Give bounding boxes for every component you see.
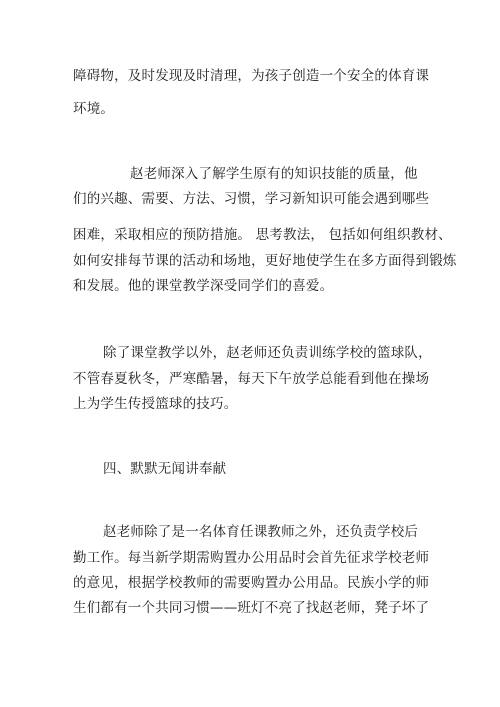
paragraph-3-line-2: 不管春夏秋冬，严寒酷暑，每天下午放学总能看到他在操场 — [73, 371, 430, 387]
paragraph-2-line-4: 如何安排每节课的活动和场地，更好地使学生在多方面得到锻炼 — [73, 253, 457, 269]
paragraph-4-line-3: 的意见，根据学校教师的需要购置办公用品。民族小学的师 — [73, 575, 430, 591]
paragraph-3-line-3: 上为学生传授篮球的技巧。 — [73, 396, 238, 412]
paragraph-4-line-4: 生们都有一个共同习惯——班灯不亮了找赵老师，凳子坏了 — [73, 600, 430, 616]
paragraph-3-line-1: 除了课堂教学以外，赵老师还负责训练学校的篮球队， — [103, 345, 432, 361]
paragraph-4-line-2: 勤工作。每当新学期需购置办公用品时会首先征求学校老师 — [73, 550, 430, 566]
paragraph-2-line-3: 困难，采取相应的预防措施。 思考教法， 包括如何组织教材、 — [73, 227, 452, 243]
paragraph-2-line-1: 赵老师深入了解学生原有的知识技能的质量，他 — [130, 166, 418, 182]
paragraph-4-line-1: 赵老师除了是一名体育任课教师之外，还负责学校后 — [103, 524, 419, 540]
paragraph-2-line-5: 和发展。他的课堂教学深受同学们的喜爱。 — [73, 278, 334, 294]
section-heading: 四、默默无闻讲奉献 — [103, 461, 227, 477]
paragraph-1-line-2: 环境。 — [73, 101, 115, 117]
paragraph-1-line-1: 障碍物，及时发现及时清理，为孩子创造一个安全的体育课 — [73, 68, 430, 84]
paragraph-2-line-2: 们的兴趣、需要、方法、习惯，学习新知识可能会遇到哪些 — [73, 191, 430, 207]
